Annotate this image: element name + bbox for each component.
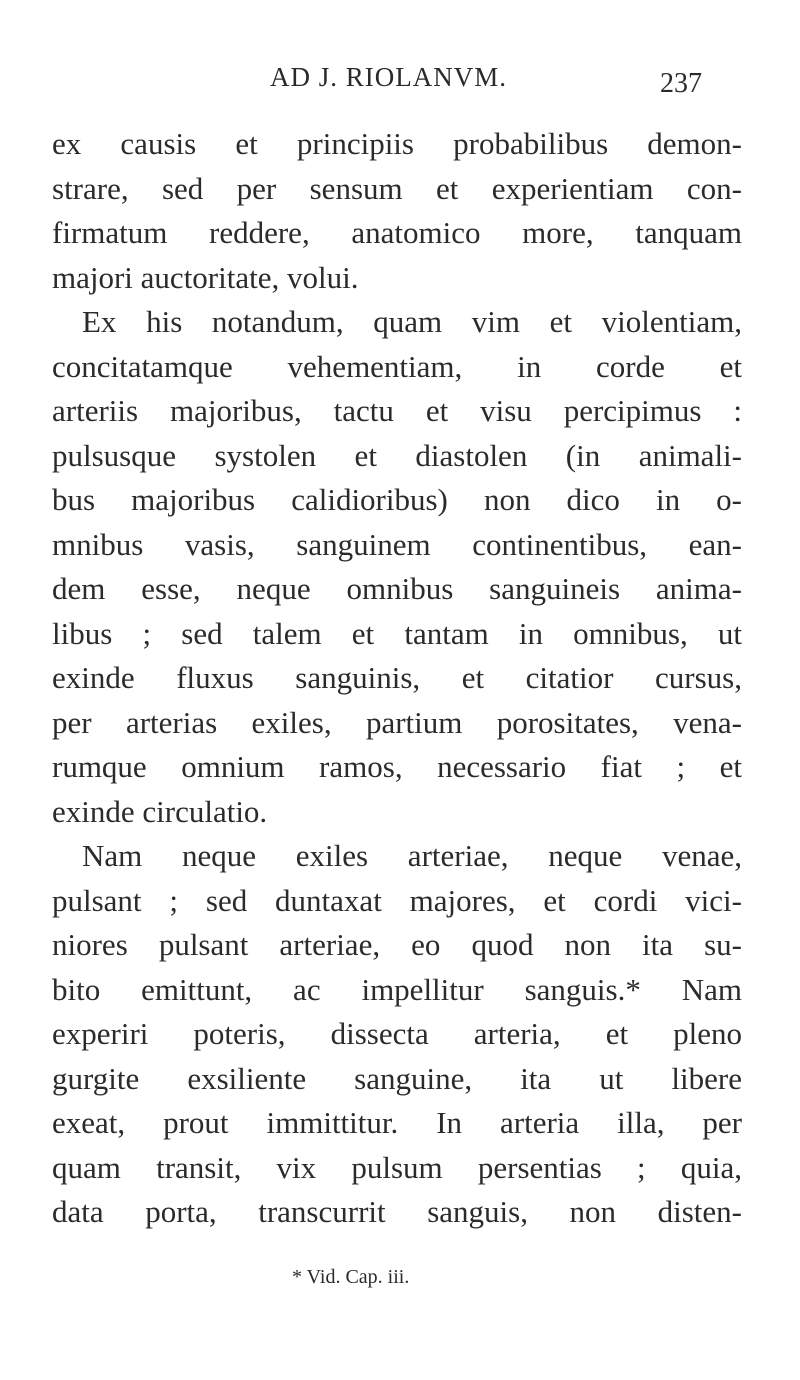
text-line: dem esse, neque omnibus sanguineis anima- bbox=[52, 571, 742, 606]
text-line: experiri poteris, dissecta arteria, et pleno bbox=[52, 1016, 742, 1051]
body-text bbox=[52, 122, 742, 1235]
text-line: bito emittunt, ac impellitur sanguis.* Nam bbox=[52, 971, 742, 1007]
footnote: * Vid. Cap. iii. bbox=[292, 1266, 410, 1288]
paragraph-end-line: exinde circulatio. bbox=[52, 793, 268, 829]
text-line: firmatum reddere, anatomico more, tanquam bbox=[52, 215, 742, 250]
paragraph-start-line: Nam neque exiles arteriae, neque venae, bbox=[82, 838, 742, 873]
text-line: libus ; sed talem et tantam in omnibus, ut bbox=[52, 615, 742, 651]
text-line: ex causis et principiis probabilibus demon- bbox=[52, 126, 742, 161]
text-line: exeat, prout immittitur. In arteria illa, per bbox=[52, 1105, 742, 1140]
text-line: pulsant ; sed duntaxat majores, et cordi vici- bbox=[52, 882, 742, 918]
running-title: AD J. RIOLANVM. bbox=[270, 62, 507, 92]
text-line: data porta, transcurrit sanguis, non disten- bbox=[52, 1194, 742, 1229]
text-line: gurgite exsiliente sanguine, ita ut libere bbox=[52, 1060, 742, 1096]
text-line: quam transit, vix pulsum persentias ; quia, bbox=[52, 1149, 742, 1185]
text-line: niores pulsant arteriae, eo quod non ita su- bbox=[52, 927, 742, 962]
text-line: bus majoribus calidioribus) non dico in o- bbox=[52, 482, 742, 517]
page-number: 237 bbox=[660, 68, 702, 99]
text-line: per arterias exiles, partium porositates, vena- bbox=[52, 704, 742, 740]
text-line: concitatamque vehementiam, in corde et bbox=[52, 348, 742, 384]
text-line: pulsusque systolen et diastolen (in animali- bbox=[52, 437, 742, 473]
paragraph-start-line: Ex his notandum, quam vim et violentiam, bbox=[82, 304, 742, 339]
text-line: mnibus vasis, sanguinem continentibus, ean- bbox=[52, 526, 742, 562]
text-line: strare, sed per sensum et experientiam con- bbox=[52, 170, 742, 206]
paragraph-end-line: majori auctoritate, volui. bbox=[52, 259, 359, 295]
text-line: exinde fluxus sanguinis, et citatior cursus, bbox=[52, 660, 742, 695]
running-head bbox=[0, 62, 800, 102]
text-line: rumque omnium ramos, necessario fiat ; et bbox=[52, 749, 742, 784]
text-line: arteriis majoribus, tactu et visu percipimus : bbox=[52, 393, 742, 428]
